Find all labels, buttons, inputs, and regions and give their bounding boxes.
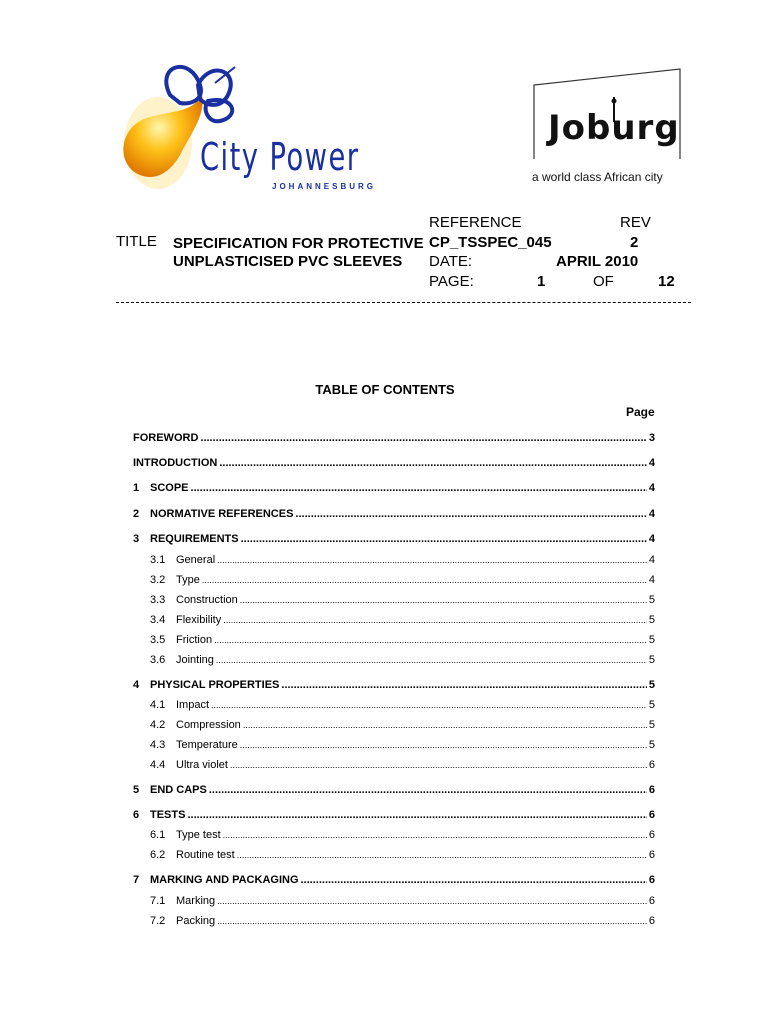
toc-entry[interactable] — [150, 554, 655, 570]
toc-entry[interactable] — [133, 679, 655, 695]
toc-entry-label: Ultra violet — [176, 759, 228, 771]
toc-leader-dots — [230, 759, 647, 771]
toc-leader-dots — [211, 699, 647, 711]
toc-leader-dots — [240, 739, 647, 751]
toc-entry-page: 5 — [648, 634, 655, 646]
toc-entry-number: 3.6 — [150, 654, 166, 666]
toc-entry-number: 4.3 — [150, 739, 166, 751]
toc-entry-number: 1 — [133, 482, 140, 494]
rev-label: REV — [620, 214, 651, 231]
toc-entry[interactable] — [133, 784, 655, 800]
toc-entry[interactable] — [150, 574, 655, 590]
toc-entry-label: Friction — [176, 634, 213, 646]
toc-leader-dots — [281, 679, 646, 691]
toc-entry-page: 4 — [648, 554, 655, 566]
toc-entry-label: REQUIREMENTS — [150, 533, 239, 545]
title-label: TITLE — [116, 233, 157, 250]
reference-label: REFERENCE — [429, 214, 522, 231]
toc-entry-number: 5 — [133, 784, 140, 796]
toc-entry-label: FOREWORD — [133, 432, 199, 444]
date-value: APRIL 2010 — [556, 253, 639, 270]
toc-entry[interactable] — [150, 759, 655, 775]
toc-entry[interactable] — [133, 533, 655, 549]
toc-entry-page: 6 — [648, 784, 655, 796]
toc-entry-label: Routine test — [176, 849, 235, 861]
toc-entry-label: END CAPS — [150, 784, 207, 796]
toc-entry[interactable] — [133, 809, 655, 825]
toc-entry-page: 6 — [648, 895, 655, 907]
toc-entry[interactable] — [150, 739, 655, 755]
toc-entry-number: 2 — [133, 508, 140, 520]
toc-entry-label: Construction — [176, 594, 238, 606]
total-pages-value: 12 — [658, 273, 675, 290]
toc-entry-number: 6 — [133, 809, 140, 821]
toc-entry[interactable] — [150, 614, 655, 630]
toc-entry-page: 5 — [648, 594, 655, 606]
city-power-subtitle: JOHANNESBURG — [272, 182, 377, 191]
toc-entry[interactable] — [150, 654, 655, 670]
toc-title: TABLE OF CONTENTS — [315, 382, 455, 397]
toc-leader-dots — [187, 809, 646, 821]
document-title-line1: SPECIFICATION FOR PROTECTIVE — [173, 235, 424, 252]
document-title-line2: UNPLASTICISED PVC SLEEVES — [173, 253, 403, 270]
header-divider — [116, 302, 691, 303]
date-label: DATE: — [429, 253, 473, 270]
toc-entry-page: 6 — [648, 829, 655, 841]
toc-entry-number: 4.2 — [150, 719, 166, 731]
toc-entry-label: TESTS — [150, 809, 186, 821]
toc-entry-number: 3 — [133, 533, 140, 545]
toc-entry-number: 7 — [133, 874, 140, 886]
page-label: PAGE: — [429, 273, 474, 290]
toc-leader-dots — [241, 533, 647, 545]
toc-entry-label: PHYSICAL PROPERTIES — [150, 679, 280, 691]
toc-entry[interactable] — [150, 915, 655, 931]
toc-entry-page: 4 — [648, 533, 655, 545]
toc-entry-label: General — [176, 554, 216, 566]
of-label: OF — [593, 273, 614, 290]
toc-leader-dots — [214, 634, 647, 646]
toc-leader-dots — [217, 895, 647, 907]
toc-entry-number: 3.3 — [150, 594, 166, 606]
toc-entry[interactable] — [150, 849, 655, 865]
toc-entry-label: Flexibility — [176, 614, 222, 626]
toc-entry[interactable] — [133, 482, 655, 498]
toc-entry-page: 4 — [648, 482, 655, 494]
toc-entry[interactable] — [150, 719, 655, 735]
toc-entry-label: INTRODUCTION — [133, 457, 218, 469]
toc-entry-page: 5 — [648, 699, 655, 711]
city-power-wordmark: City Power — [200, 135, 360, 179]
toc-leader-dots — [209, 784, 647, 796]
page-value: 1 — [537, 273, 546, 290]
toc-leader-dots — [200, 432, 646, 444]
toc-entry-page: 5 — [648, 654, 655, 666]
toc-entry-page: 5 — [648, 679, 655, 691]
toc-entry-number: 3.5 — [150, 634, 166, 646]
toc-leader-dots — [243, 719, 647, 731]
toc-entry-number: 7.1 — [150, 895, 166, 907]
toc-entry-page: 4 — [648, 508, 655, 520]
toc-entry[interactable] — [133, 457, 655, 473]
toc-entry-page: 6 — [648, 915, 655, 927]
toc-leader-dots — [217, 915, 647, 927]
toc-entry[interactable] — [150, 829, 655, 845]
toc-leader-dots — [240, 594, 647, 606]
toc-entry[interactable] — [133, 432, 655, 448]
reference-value: CP_TSSPEC_045 — [429, 234, 552, 251]
toc-entry-page: 6 — [648, 849, 655, 861]
toc-entry[interactable] — [133, 508, 655, 524]
toc-entry[interactable] — [150, 594, 655, 610]
toc-leader-dots — [223, 614, 647, 626]
toc-leader-dots — [219, 457, 647, 469]
joburg-wordmark: Joburg — [548, 108, 680, 148]
toc-entry-number: 3.1 — [150, 554, 166, 566]
toc-leader-dots — [295, 508, 646, 520]
toc-entry-label: Temperature — [176, 739, 238, 751]
toc-entry-page: 6 — [648, 809, 655, 821]
toc-entry[interactable] — [133, 874, 655, 890]
toc-entry-number: 3.4 — [150, 614, 166, 626]
toc-entry-page: 4 — [648, 574, 655, 586]
toc-leader-dots — [217, 554, 647, 566]
toc-leader-dots — [237, 849, 647, 861]
toc-entry-label: Type — [176, 574, 200, 586]
toc-entry-number: 3.2 — [150, 574, 166, 586]
toc-entry-label: Jointing — [176, 654, 214, 666]
toc-entry-page: 5 — [648, 739, 655, 751]
toc-leader-dots — [223, 829, 647, 841]
toc-entry-label: Marking — [176, 895, 216, 907]
toc-entry-page: 6 — [648, 874, 655, 886]
toc-entry-label: Impact — [176, 699, 210, 711]
toc-entry-label: SCOPE — [150, 482, 189, 494]
toc-leader-dots — [216, 654, 647, 666]
toc-entry-label: MARKING AND PACKAGING — [150, 874, 299, 886]
rev-value: 2 — [630, 234, 639, 251]
toc-entry-number: 4.4 — [150, 759, 166, 771]
joburg-tagline: a world class African city — [532, 170, 663, 184]
toc-entry-number: 4.1 — [150, 699, 166, 711]
toc-entry-page: 4 — [648, 457, 655, 469]
toc-entry-number: 7.2 — [150, 915, 166, 927]
toc-entry-page: 3 — [648, 432, 655, 444]
toc-entry[interactable] — [150, 634, 655, 650]
toc-entry[interactable] — [150, 699, 655, 715]
toc-leader-dots — [202, 574, 647, 586]
toc-entry-label: Type test — [176, 829, 221, 841]
toc-entry[interactable] — [150, 895, 655, 911]
toc-entry-page: 5 — [648, 614, 655, 626]
toc-entry-label: Compression — [176, 719, 241, 731]
toc-leader-dots — [191, 482, 647, 494]
toc-entry-label: Packing — [176, 915, 216, 927]
toc-entry-label: NORMATIVE REFERENCES — [150, 508, 294, 520]
toc-entry-number: 6.1 — [150, 829, 166, 841]
toc-entry-page: 5 — [648, 719, 655, 731]
toc-leader-dots — [301, 874, 647, 886]
toc-entry-number: 6.2 — [150, 849, 166, 861]
toc-entry-page: 6 — [648, 759, 655, 771]
toc-page-heading: Page — [626, 405, 655, 419]
toc-entry-number: 4 — [133, 679, 140, 691]
